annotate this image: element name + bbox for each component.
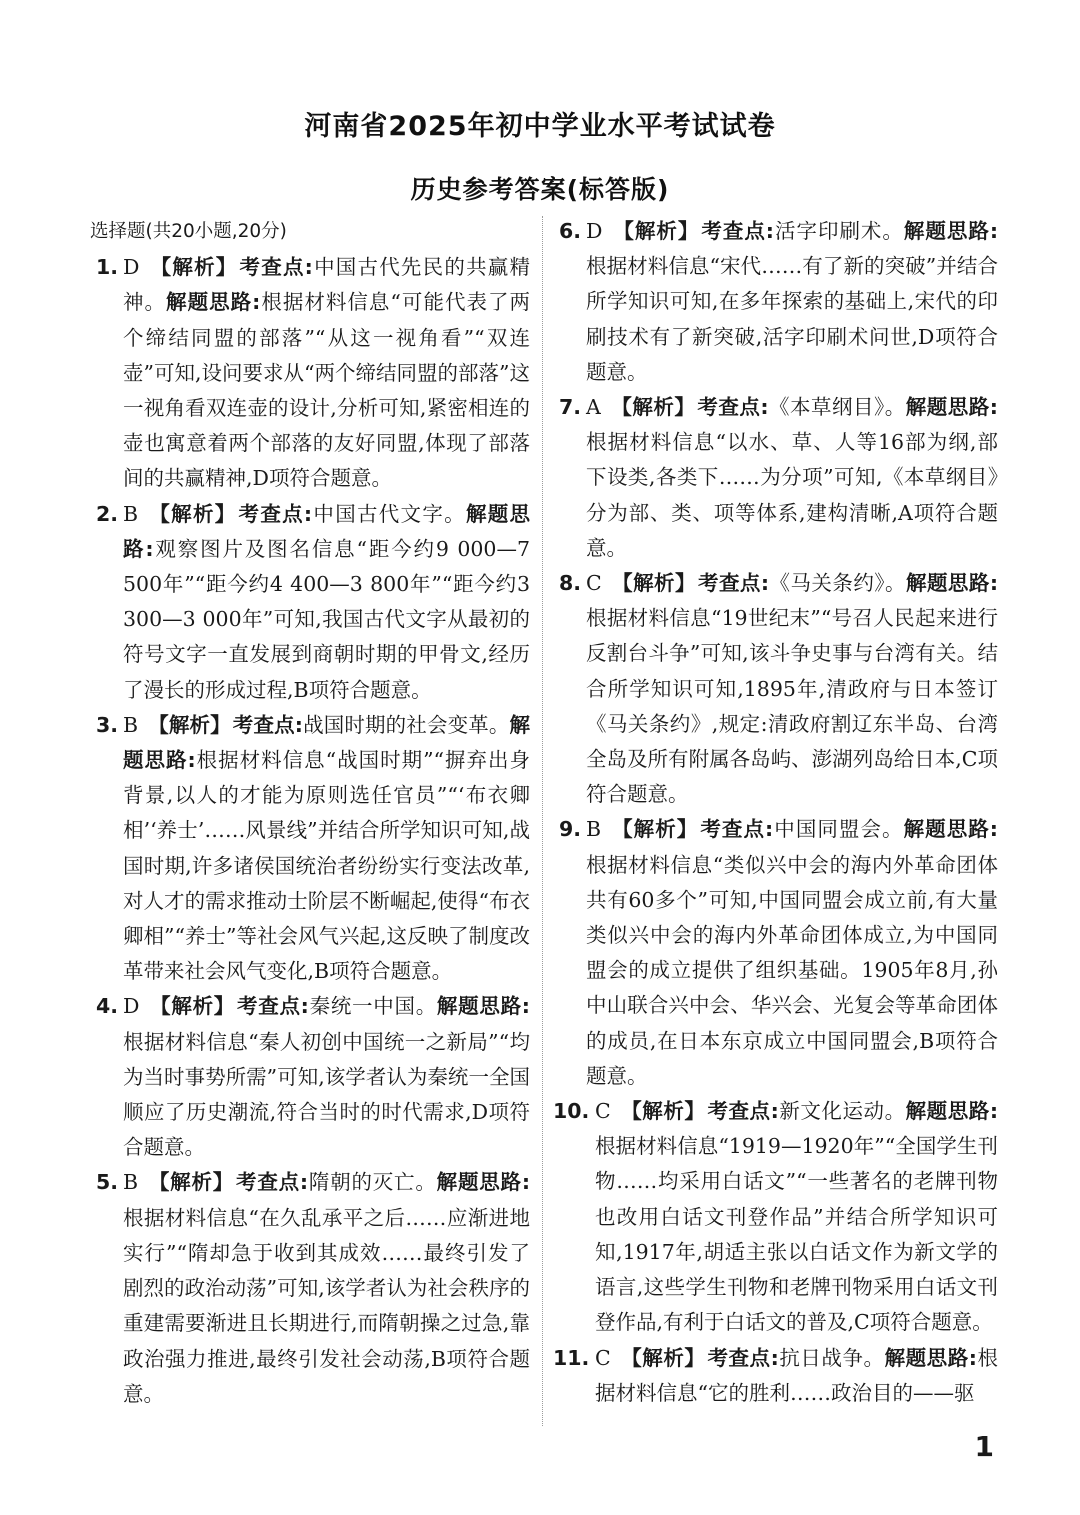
analysis-label: 【解析】 — [610, 395, 696, 420]
answer-letter: B — [123, 501, 139, 526]
approach-text: 根据材料信息“以水、草、人等16部为纲,部下设类,各类下……为分项”可知,《本草纲目》分为部、类、项等体系,建构清晰,A项符合题意。 — [586, 430, 998, 560]
question-item — [553, 812, 998, 1094]
question-number: 7. — [559, 395, 582, 420]
question-number: 6. — [559, 219, 582, 243]
question-number: 1. — [96, 255, 119, 280]
answer-letter: C — [586, 571, 602, 596]
approach-text: 根据材料信息“可能代表了两个缔结同盟的部落”“从这一视角看”“双连壶”可知,设问要求从“两个缔结同盟的部落”这一视角看双连壶的设计,分析可知,紧密相连的壶也寓意着两个部落的友好同盟,体现了部落间的共赢精神,D项符合题意。 — [123, 290, 531, 491]
approach-label: 解题思路: — [905, 1099, 999, 1124]
question-number: 8. — [559, 571, 582, 596]
section-heading: 选择题(共20小题,20分) — [90, 221, 287, 242]
approach-text: 根据材料信息“类似兴中会的海内外革命团体共有60多个”可知,中国同盟会成立前,有大量类似兴中会的海内外革命团体成立,为中国同盟会的成立提供了组织基础。1905年8月,孙中山联合兴中会、华兴会、光复会等革命团体的成员,在日本东京成立中国同盟会,B项符合题意。 — [586, 852, 998, 1088]
answer-letter: D — [123, 994, 140, 1019]
analysis-label: 【解析】 — [620, 1345, 706, 1370]
left-column — [90, 214, 530, 1412]
focus-text: 中国古代先民的共赢精神。 — [123, 255, 531, 315]
approach-text: 根据材料信息“1919—1920年”“全国学生刊物……均采用白话文”“一些著名的老牌刊物也改用白话文刊登作品”并结合所学知识可知,1917年,胡适主张以白话文作为新文学的语言,这些学生刊物和老牌刊物采用白话文刊登作品,有利于白话文的普及,C项符合题意。 — [595, 1134, 998, 1335]
answer-letter: B — [123, 1170, 139, 1195]
question-item — [553, 566, 998, 812]
page-subtitle: 历史参考答案(标答版) — [410, 175, 670, 204]
analysis-label: 【解析】 — [611, 817, 699, 842]
focus-text: 隋朝的灭亡。 — [308, 1170, 437, 1195]
focus-label: 考查点: — [707, 1099, 779, 1124]
approach-label: 解题思路: — [903, 219, 999, 243]
question-item — [553, 1341, 998, 1411]
focus-text: 抗日战争。 — [778, 1345, 885, 1370]
question-number: 11. — [553, 1345, 590, 1370]
approach-label: 解题思路: — [903, 817, 999, 842]
answer-letter: C — [595, 1345, 611, 1370]
question-item — [90, 708, 530, 990]
question-number: 9. — [559, 817, 582, 842]
approach-text: 根据材料信息“19世纪末”“号召人民起来进行反割台斗争”可知,该斗争史事与台湾有关。结合所学知识可知,1895年,清政府与日本签订《马关条约》,规定:清政府割辽东半岛、台湾全岛及所有附属各岛屿、澎湖列岛给日本,C项符合题意。 — [586, 606, 998, 807]
question-item — [90, 250, 530, 496]
question-item — [90, 989, 530, 1165]
focus-text: 活字印刷术。 — [774, 219, 904, 243]
focus-label: 考查点: — [238, 501, 313, 526]
approach-text: 根据材料信息“战国时期”“摒弃出身背景,以人的才能为原则选任官员”“‘布衣卿相’‘养士’……风景线”并结合所学知识可知,战国时期,许多诸侯国统治者纷纷实行变法改革,对人才的需求推动士阶层不断崛起,使得“布衣卿相”“养士”等社会风气兴起,这反映了制度改革带来社会风气变化,B项符合题意。 — [123, 748, 530, 984]
right-column — [553, 214, 998, 1411]
answer-letter: B — [123, 712, 139, 737]
approach-text: 根据材料信息“秦人初创中国统一之新局”“均为当时事势所需”可知,该学者认为秦统一全国顺应了历史潮流,符合当时的时代需求,D项符合题意。 — [123, 1029, 530, 1160]
focus-label: 考查点: — [701, 219, 775, 243]
question-item — [90, 1165, 530, 1411]
focus-label: 考查点: — [239, 255, 313, 280]
approach-label: 解题思路: — [123, 501, 531, 561]
focus-label: 考查点: — [236, 1170, 309, 1195]
focus-label: 考查点: — [700, 817, 774, 842]
focus-label: 考查点: — [707, 1345, 779, 1370]
analysis-label: 【解析】 — [620, 1099, 706, 1124]
approach-text: 根据材料信息“宋代……有了新的突破”并结合所学知识可知,在多年探索的基础上,宋代的印刷技术有了新突破,活字印刷术问世,D项符合题意。 — [586, 254, 998, 384]
approach-label: 解题思路: — [123, 712, 531, 773]
focus-text: 《本草纲目》。 — [768, 395, 906, 420]
answer-letter: C — [595, 1099, 611, 1124]
analysis-label: 【解析】 — [148, 1170, 235, 1195]
question-number: 10. — [553, 1099, 590, 1124]
focus-label: 考查点: — [237, 994, 309, 1019]
question-number: 3. — [96, 712, 119, 737]
page-number: 1 — [974, 1430, 994, 1463]
approach-text: 根据材料信息“在久乱承平之后……应渐进地实行”“隋却急于收到其成效……最终引发了剧烈的政治动荡”可知,该学者认为社会秩序的重建需要渐进且长期进行,而隋朝操之过急,靠政治强力推进,最终引发社会动荡,B项符合题意。 — [123, 1205, 530, 1406]
question-number: 5. — [96, 1170, 119, 1195]
question-item — [90, 497, 530, 708]
analysis-label: 【解析】 — [148, 712, 231, 737]
analysis-label: 【解析】 — [149, 255, 238, 280]
focus-text: 《马关条约》。 — [769, 571, 906, 596]
analysis-label: 【解析】 — [612, 219, 700, 243]
analysis-label: 【解析】 — [149, 994, 236, 1019]
analysis-label: 【解析】 — [148, 501, 237, 526]
question-number: 4. — [96, 994, 119, 1019]
approach-label: 解题思路: — [884, 1345, 977, 1370]
focus-text: 中国古代文字。 — [312, 501, 466, 526]
focus-text: 战国时期的社会变革。 — [302, 712, 510, 737]
focus-text: 新文化运动。 — [778, 1099, 906, 1124]
question-item — [553, 390, 998, 566]
approach-text: 根据材料信息“它的胜利……政治目的——驱 — [595, 1345, 999, 1405]
approach-label: 解题思路: — [166, 290, 261, 315]
question-item — [553, 214, 998, 390]
approach-label: 解题思路: — [905, 571, 999, 596]
focus-text: 中国同盟会。 — [773, 817, 904, 842]
answer-letter: D — [586, 219, 603, 243]
answer-letter: A — [586, 395, 601, 420]
approach-label: 解题思路: — [436, 1170, 531, 1195]
question-number: 2. — [96, 501, 119, 526]
page-title: 河南省2025年初中学业水平考试试卷 — [304, 111, 776, 142]
approach-text: 观察图片及图名信息“距今约9 000—7 500年”“距今约4 400—3 800年”“距今约3 300—3 000年”可知,我国古代文字从最初的符号文字一直发展到商朝时期的甲骨文,经历了漫长的形成过程,B项符合题意。 — [123, 536, 530, 702]
answer-letter: B — [586, 817, 602, 842]
approach-label: 解题思路: — [905, 395, 999, 420]
answer-letter: D — [123, 255, 140, 280]
question-item — [553, 1094, 998, 1340]
approach-label: 解题思路: — [436, 994, 530, 1019]
focus-label: 考查点: — [697, 395, 769, 420]
analysis-label: 【解析】 — [611, 571, 696, 596]
column-divider — [542, 216, 543, 1426]
focus-label: 考查点: — [232, 712, 303, 737]
focus-label: 考查点: — [697, 571, 770, 596]
focus-text: 秦统一中国。 — [308, 994, 437, 1019]
